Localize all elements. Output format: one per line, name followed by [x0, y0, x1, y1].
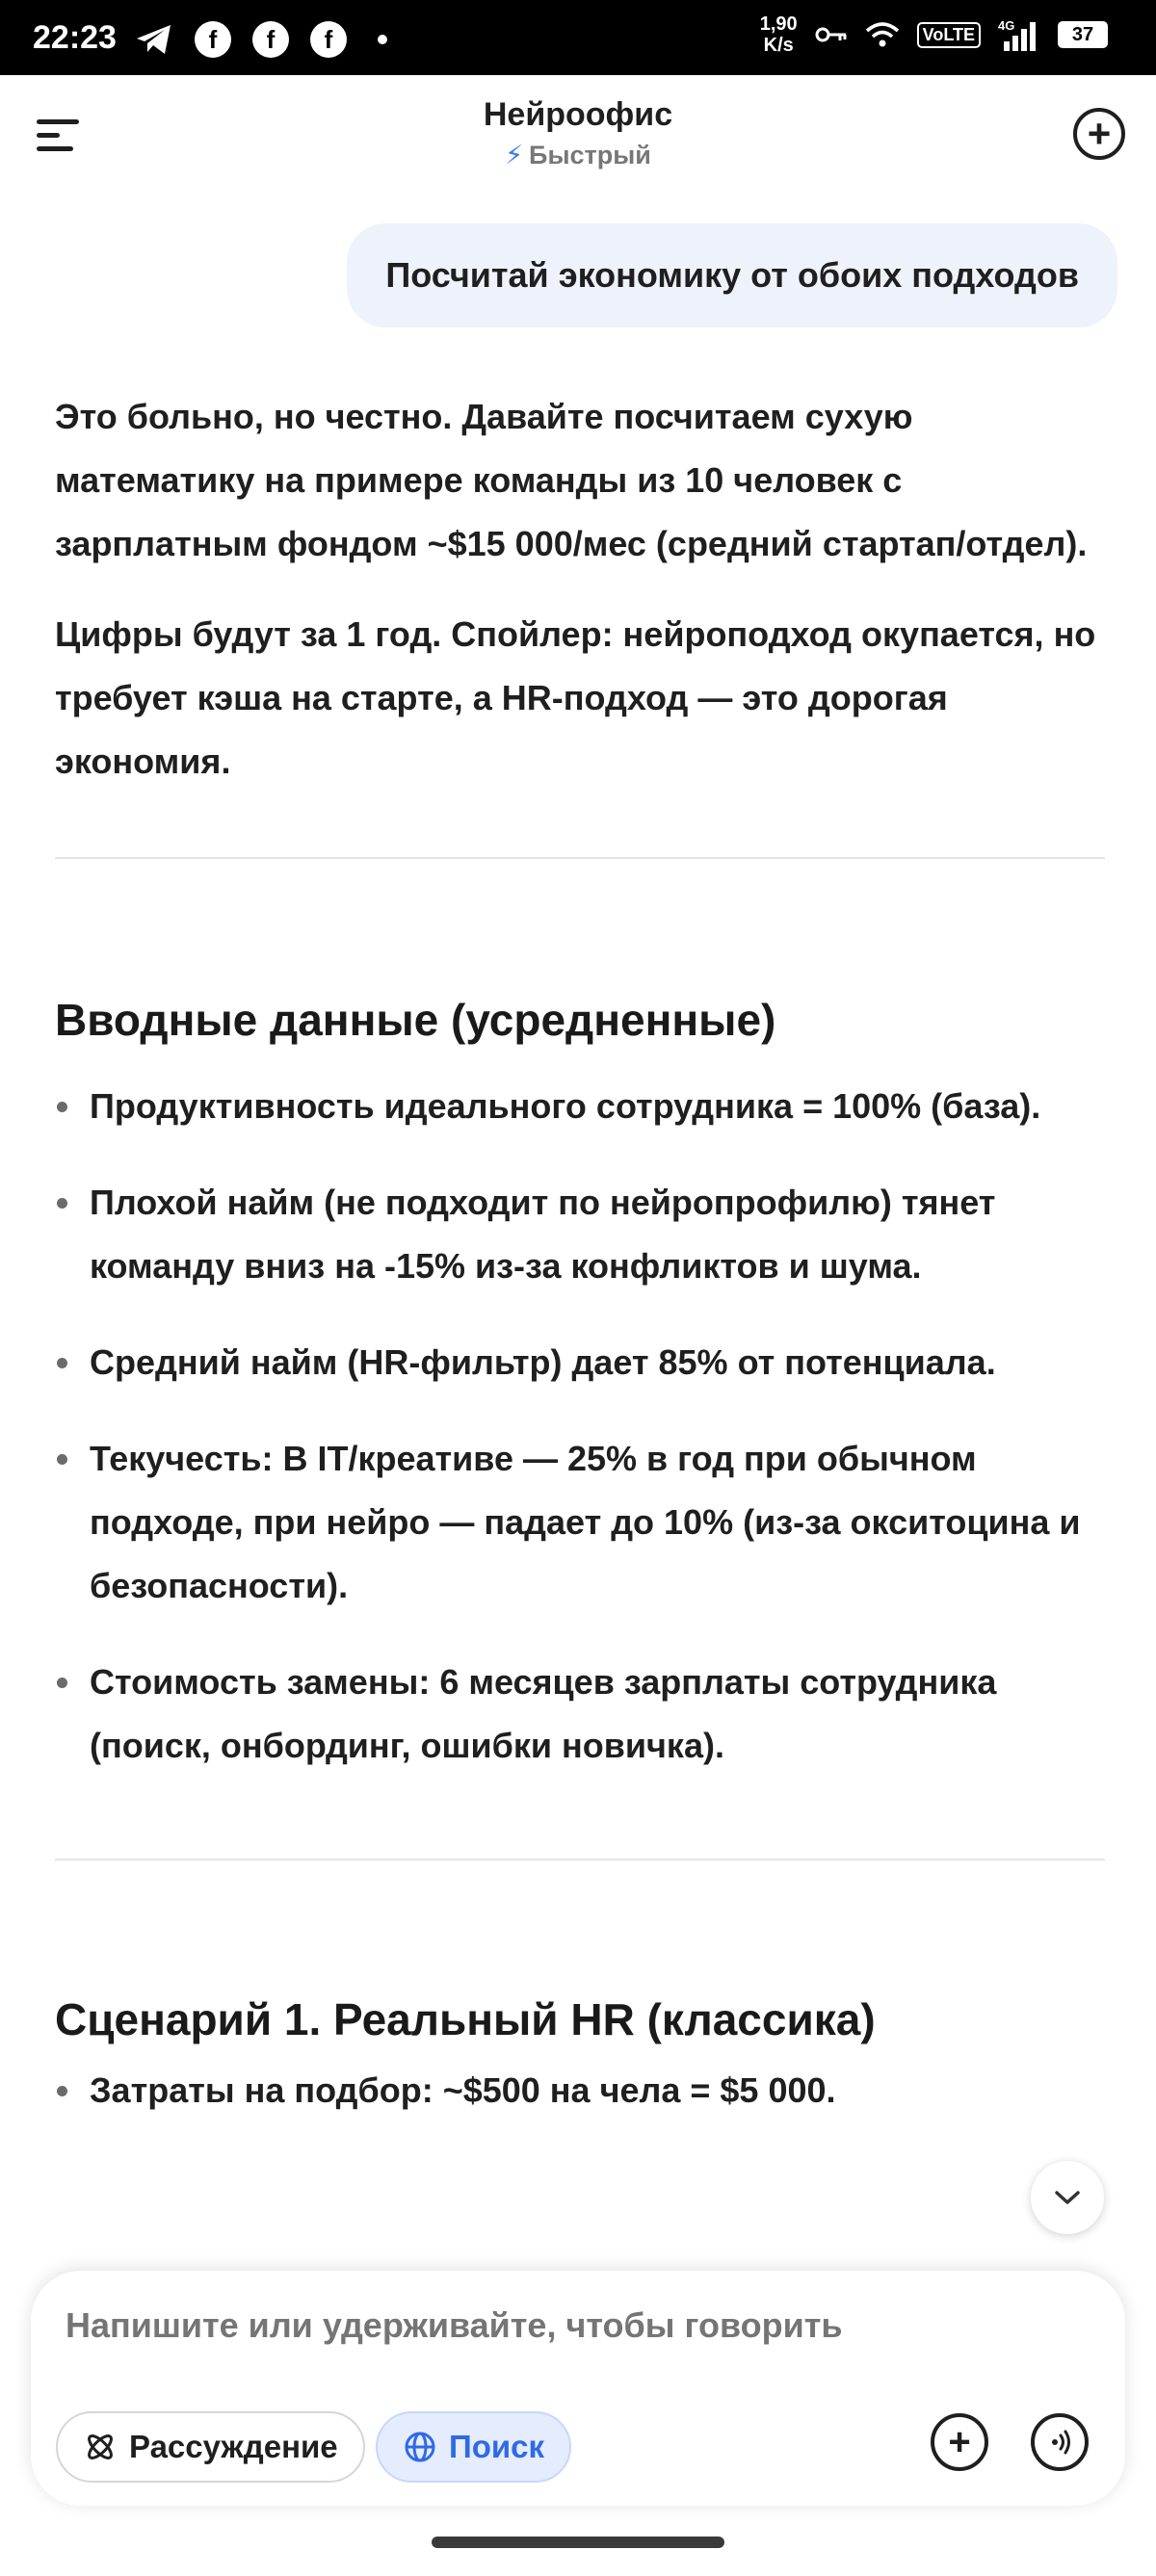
status-bar — [0, 0, 1156, 75]
list-item: Затраты на подбор: ~$500 на чела = $5 000. — [55, 2059, 1105, 2122]
divider — [55, 1859, 1105, 1860]
bullet-list — [55, 2059, 1105, 2122]
svg-text:4G: 4G — [998, 18, 1015, 33]
list-item: Средний найм (HR-фильтр) дает 85% от потенциала. — [55, 1331, 1105, 1394]
home-indicator[interactable] — [432, 2537, 724, 2548]
intro-paragraph-2: Цифры будут за 1 год. Спойлер: нейроподход окупается, но требует кэша на старте, а HR-подход — это дорогая экономия. — [55, 614, 1096, 781]
list-item: Продуктивность идеального сотрудника = 100% (база). — [55, 1075, 1105, 1138]
signal-icon — [998, 18, 1040, 51]
network-speed: 1,90 K/s — [759, 13, 798, 56]
intro-paragraph-1: Это больно, но честно. Давайте посчитаем сухую математику на примере команды из 10 человек с зарплатным фондом ~$15 000/мес (средний стартап/отдел). — [55, 397, 1088, 563]
section-heading: Сценарий 1. Реальный HR (классика) — [55, 1994, 876, 2044]
user-message-bubble: Посчитай экономику от обоих подходов — [347, 223, 1117, 327]
new-chat-button[interactable] — [1073, 108, 1125, 160]
key-icon — [815, 25, 848, 44]
telegram-icon — [135, 22, 173, 57]
app-title: Нейроофис — [483, 96, 673, 133]
list-item: Плохой найм (не подходит по нейропрофилю) тянет команду вниз на -15% из-за конфликтов и шума. — [55, 1171, 1105, 1298]
bolt-icon: ⚡ — [505, 141, 524, 169]
more-notifications-icon — [378, 35, 387, 44]
facebook-icon: f — [310, 21, 347, 58]
scroll-to-bottom-button[interactable] — [1031, 2161, 1104, 2234]
volte-badge: VoLTE — [917, 22, 981, 48]
status-time: 22:23 — [33, 19, 117, 56]
list-item: Стоимость замены: 6 месяцев зарплаты сотрудника (поиск, онбординг, ошибки новичка). — [55, 1651, 1105, 1778]
voice-wave-icon — [1043, 2426, 1076, 2459]
facebook-icon: f — [195, 21, 231, 58]
app-header — [0, 75, 1156, 191]
attach-button[interactable] — [931, 2413, 988, 2471]
message-composer — [31, 2271, 1125, 2506]
plus-circle-icon: + — [948, 2421, 971, 2463]
atom-icon — [83, 2430, 118, 2464]
reasoning-toggle[interactable]: Рассуждение — [56, 2411, 365, 2483]
plus-circle-icon: + — [1087, 111, 1112, 156]
globe-icon — [403, 2430, 437, 2464]
battery-indicator: 37 — [1058, 21, 1108, 48]
search-toggle[interactable]: Поиск — [376, 2411, 571, 2483]
bullet-list — [55, 1075, 1105, 1778]
notification-icons — [135, 21, 387, 58]
chevron-down-icon — [1053, 2188, 1082, 2207]
message-input[interactable] — [66, 2305, 1029, 2346]
model-mode-selector[interactable] — [0, 141, 1156, 170]
list-item: Текучесть: В IT/креативе — 25% в год при обычном подходе, при нейро — падает до 10% (из-за окситоцина и безопасности). — [55, 1427, 1105, 1618]
wifi-icon — [865, 21, 900, 48]
divider — [55, 857, 1105, 859]
section-heading: Вводные данные (усредненные) — [55, 995, 776, 1045]
status-indicators — [760, 13, 1108, 56]
voice-mode-button[interactable] — [1031, 2413, 1089, 2471]
facebook-icon: f — [252, 21, 289, 58]
mode-label: Быстрый — [529, 141, 651, 169]
assistant-response — [55, 385, 1105, 2155]
